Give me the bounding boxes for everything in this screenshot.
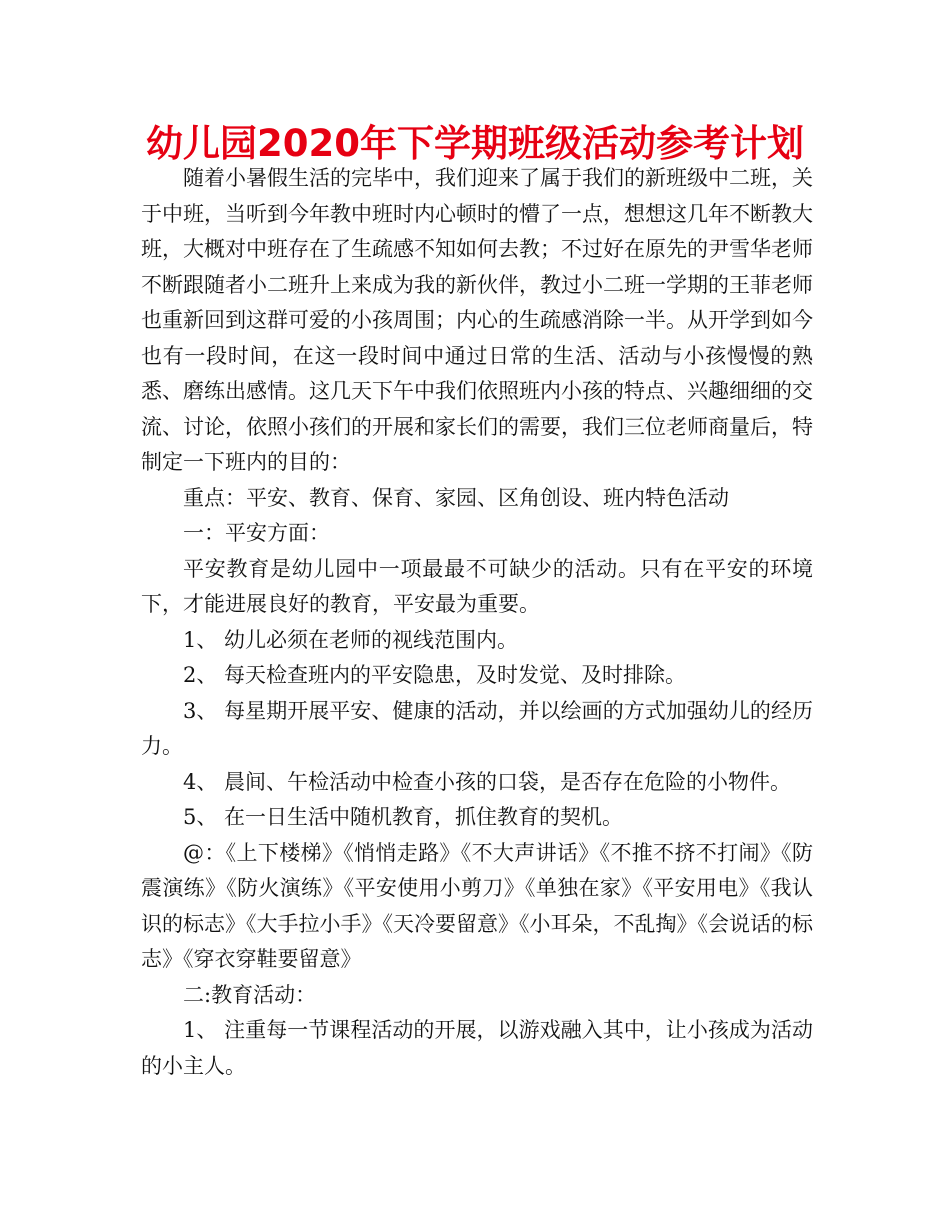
section-heading-safety: 一：平安方面：: [183, 521, 330, 545]
document-title: 幼儿园2020年下学期班级活动参考计划: [146, 122, 804, 165]
paragraph-safety-activities: @：《上下楼梯》《悄悄走路》《不大声讲话》《不推不挤不打闹》《防震演练》《防火演练》《平安使用小剪刀》《单独在家》《平安用电》《我认识的标志》《大手拉小手》《天冷要留意》《小耳朵，不乱掏》《会说话的标志》《穿衣穿鞋要留意》: [141, 840, 813, 971]
paragraph-key-points: 重点：平安、教育、保育、家园、区角创设、班内特色活动: [183, 485, 729, 510]
section-heading-education: 二:教育活动：: [183, 982, 317, 1007]
list-item-education-1: 1、 注重每一节课程活动的开展，以游戏融入其中，让小孩成为活动的小主人。: [141, 1018, 813, 1078]
document-body: [141, 161, 813, 1084]
paragraph-safety-intro: 平安教育是幼儿园中一项最最不可缺少的活动。只有在平安的环境下，才能进展良好的教育，平安最为重要。: [141, 556, 813, 616]
list-item-safety-5: 5、 在一日生活中随机教育，抓住教育的契机。: [183, 805, 624, 829]
paragraph-intro: 随着小暑假生活的完毕中，我们迎来了属于我们的新班级中二班，关于中班，当听到今年教中班时内心顿时的懵了一点，想想这几年不断教大班，大概对中班存在了生疏感不知如何去教；不过好在原先的尹雪华老师不断跟随者小二班升上来成为我的新伙伴，教过小二班一学期的王菲老师也重新回到这群可爱的小孩周围；内心的生疏感消除一半。从开学到如今也有一段时间，在这一段时间中通过日常的生活、活动与小孩慢慢的熟悉、磨练出感情。这几天下午中我们依照班内小孩的特点、兴趣细细的交流、讨论，依照小孩们的开展和家长们的需要，我们三位老师商量后，特制定一下班内的目的：: [141, 166, 813, 474]
list-item-safety-3: 3、 每星期开展平安、健康的活动，并以绘画的方式加强幼儿的经历力。: [141, 698, 813, 758]
list-item-safety-2: 2、 每天检查班内的平安隐患，及时发觉、及时排除。: [183, 663, 687, 687]
list-item-safety-1: 1、 幼儿必须在老师的视线范围内。: [183, 627, 519, 652]
list-item-safety-4: 4、 晨间、午检活动中检查小孩的口袋，是否存在危险的小物件。: [183, 769, 792, 794]
